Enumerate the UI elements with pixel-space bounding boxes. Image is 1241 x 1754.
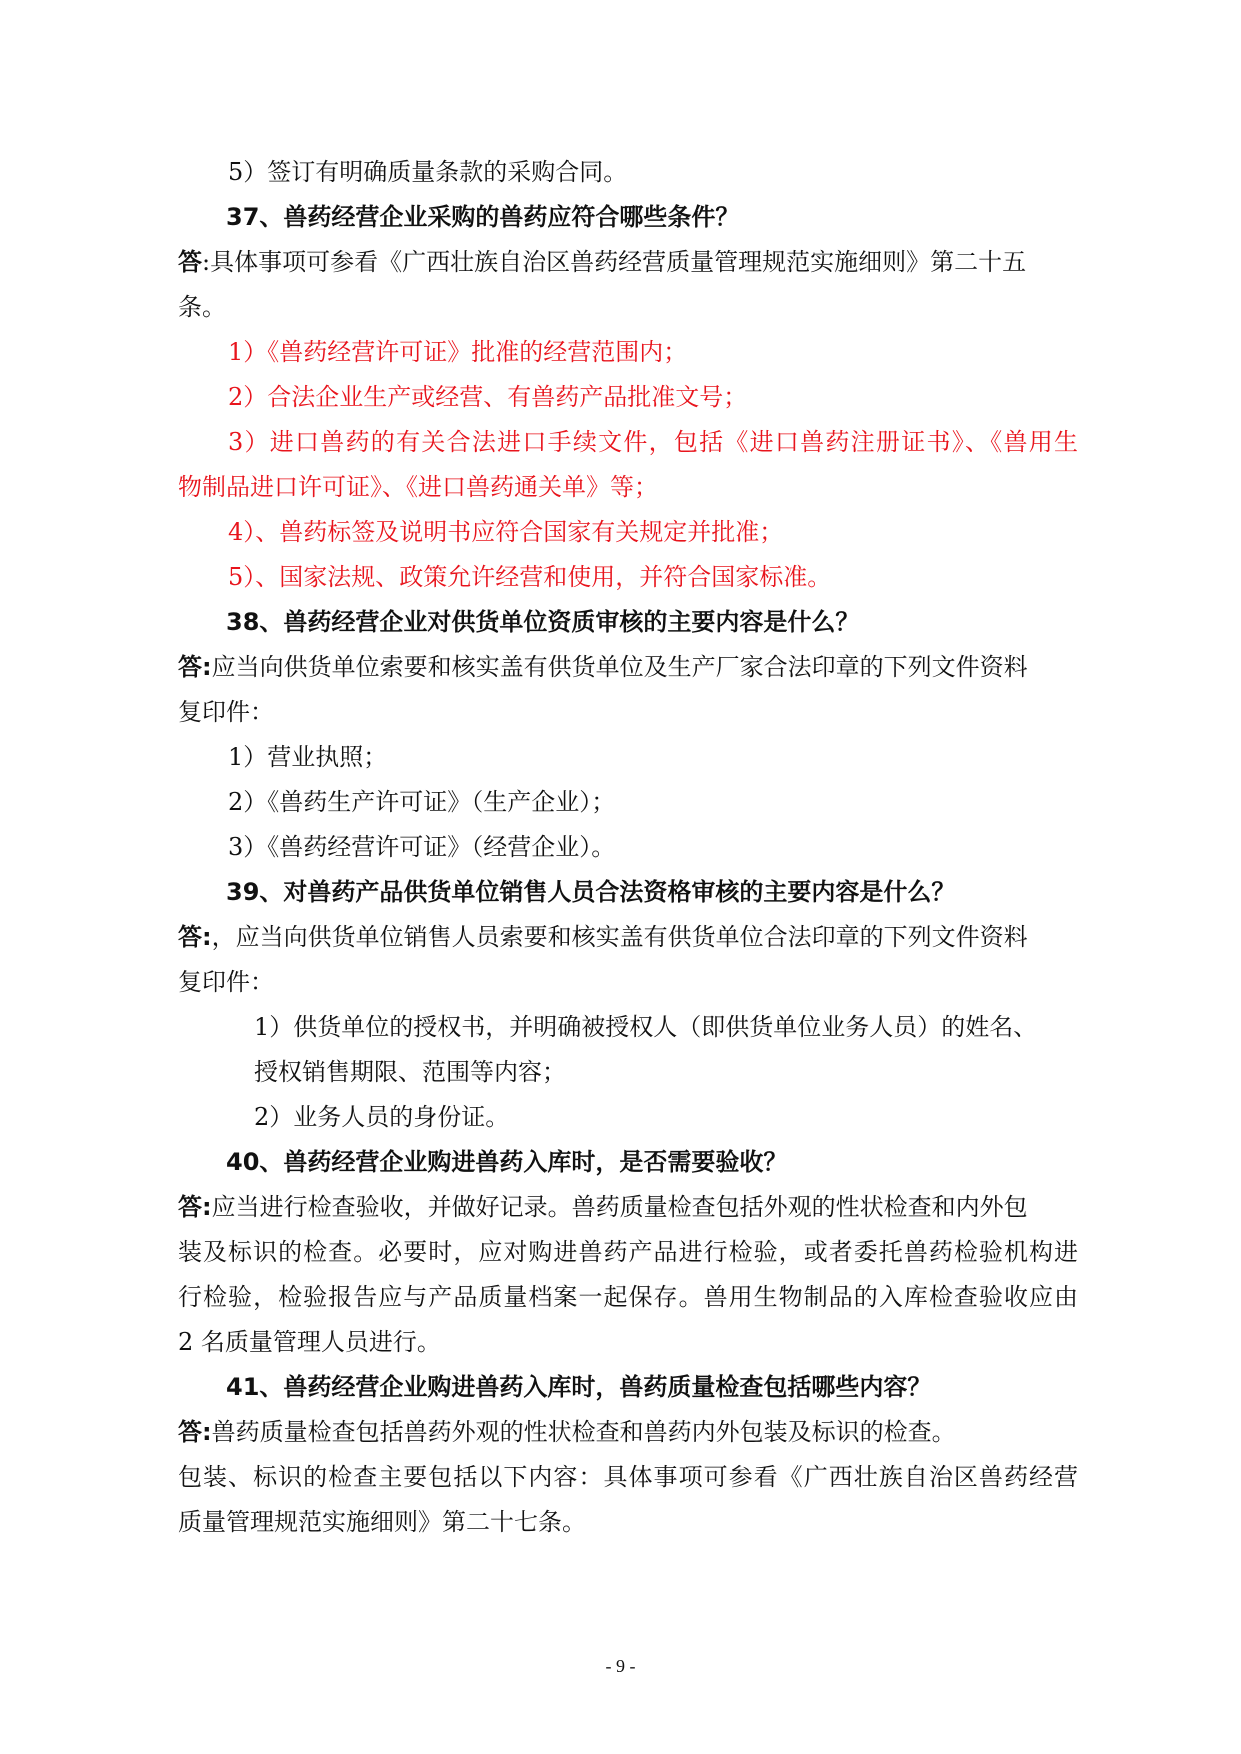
- text-line: [178, 555, 1078, 600]
- answer-label: 答:: [178, 1193, 212, 1221]
- line-text: 2）业务人员的身份证。: [254, 1103, 510, 1131]
- text-line: [178, 1005, 1078, 1050]
- line-text: 39、对兽药产品供货单位销售人员合法资格审核的主要内容是什么？: [226, 878, 956, 906]
- line-text: 2 名质量管理人员进行。: [178, 1328, 441, 1356]
- line-text: 复印件：: [178, 698, 274, 726]
- line-text: 3）《兽药经营许可证》（经营企业）。: [228, 833, 616, 861]
- line-text: 1）营业执照；: [228, 743, 388, 771]
- text-line: [178, 960, 1078, 1005]
- text-line: [178, 1230, 1078, 1275]
- line-text: 1）《兽药经营许可证》批准的经营范围内；: [228, 338, 688, 366]
- answer-label: 答:: [178, 1418, 212, 1446]
- text-line: [178, 1320, 1078, 1365]
- question-heading: [178, 600, 1078, 645]
- answer-label: 答: [178, 248, 202, 276]
- text-line: [178, 285, 1078, 330]
- text-line: [178, 735, 1078, 780]
- text-line: [178, 1050, 1078, 1095]
- line-text: 41、兽药经营企业购进兽药入库时，兽药质量检查包括哪些内容？: [226, 1373, 932, 1401]
- line-text: 4）、兽药标签及说明书应符合国家有关规定并批准；: [228, 518, 784, 546]
- text-line: [178, 1500, 1078, 1545]
- text-line: [178, 510, 1078, 555]
- answer-line: [178, 240, 1078, 285]
- answer-line: [178, 915, 1078, 960]
- answer-line: [178, 1185, 1078, 1230]
- line-text: 授权销售期限、范围等内容；: [254, 1058, 566, 1086]
- text-line: [178, 825, 1078, 870]
- question-heading: [178, 195, 1078, 240]
- line-text: 包装、标识的检查主要包括以下内容：具体事项可参看《广西壮族自治区兽药经营: [178, 1463, 1078, 1491]
- text-line: [178, 375, 1078, 420]
- line-text: 行检验，检验报告应与产品质量档案一起保存。兽用生物制品的入库检查验收应由: [178, 1283, 1078, 1311]
- line-text: 38、兽药经营企业对供货单位资质审核的主要内容是什么？: [226, 608, 860, 636]
- document-body: [178, 150, 1078, 1545]
- line-text: 条。: [178, 293, 226, 321]
- line-text: 5）签订有明确质量条款的采购合同。: [228, 158, 628, 186]
- answer-line: [178, 645, 1078, 690]
- line-text: 5）、国家法规、政策允许经营和使用，并符合国家标准。: [228, 563, 832, 591]
- line-text: :具体事项可参看《广西壮族自治区兽药经营质量管理规范实施细则》第二十五: [202, 248, 1027, 276]
- line-text: 应当进行检查验收，并做好记录。兽药质量检查包括外观的性状检查和内外包: [211, 1193, 1028, 1221]
- text-line: [178, 330, 1078, 375]
- line-text: 兽药质量检查包括兽药外观的性状检查和兽药内外包装及标识的检查。: [211, 1418, 956, 1446]
- line-text: 装及标识的检查。必要时，应对购进兽药产品进行检验，或者委托兽药检验机构进: [178, 1238, 1078, 1266]
- text-line: [178, 1455, 1078, 1500]
- answer-label: 答:: [178, 923, 212, 951]
- line-text: 2）合法企业生产或经营、有兽药产品批准文号；: [228, 383, 748, 411]
- question-heading: [178, 1140, 1078, 1185]
- question-heading: [178, 1365, 1078, 1410]
- text-line: [178, 420, 1078, 465]
- text-line: [178, 1275, 1078, 1320]
- text-line: [178, 780, 1078, 825]
- answer-label: 答:: [178, 653, 212, 681]
- line-text: 1）供货单位的授权书，并明确被授权人（即供货单位业务人员）的姓名、: [254, 1013, 1038, 1041]
- line-text: 2）《兽药生产许可证》（生产企业）；: [228, 788, 616, 816]
- text-line: [178, 690, 1078, 735]
- answer-line: [178, 1410, 1078, 1455]
- line-text: 40、兽药经营企业购进兽药入库时，是否需要验收？: [226, 1148, 788, 1176]
- text-line: [178, 465, 1078, 510]
- line-text: 应当向供货单位索要和核实盖有供货单位及生产厂家合法印章的下列文件资料: [211, 653, 1028, 681]
- line-text: 复印件：: [178, 968, 274, 996]
- line-text: 3）进口兽药的有关合法进口手续文件，包括《进口兽药注册证书》、《兽用生: [228, 428, 1078, 456]
- text-line: [178, 1095, 1078, 1140]
- question-heading: [178, 870, 1078, 915]
- text-line: [178, 150, 1078, 195]
- line-text: 37、兽药经营企业采购的兽药应符合哪些条件？: [226, 203, 740, 231]
- page-number: - 9 -: [605, 1656, 636, 1676]
- line-text: 质量管理规范实施细则》第二十七条。: [178, 1508, 586, 1536]
- line-text: ，应当向供货单位销售人员索要和核实盖有供货单位合法印章的下列文件资料: [211, 923, 1028, 951]
- line-text: 物制品进口许可证》、《进口兽药通关单》等；: [178, 473, 658, 501]
